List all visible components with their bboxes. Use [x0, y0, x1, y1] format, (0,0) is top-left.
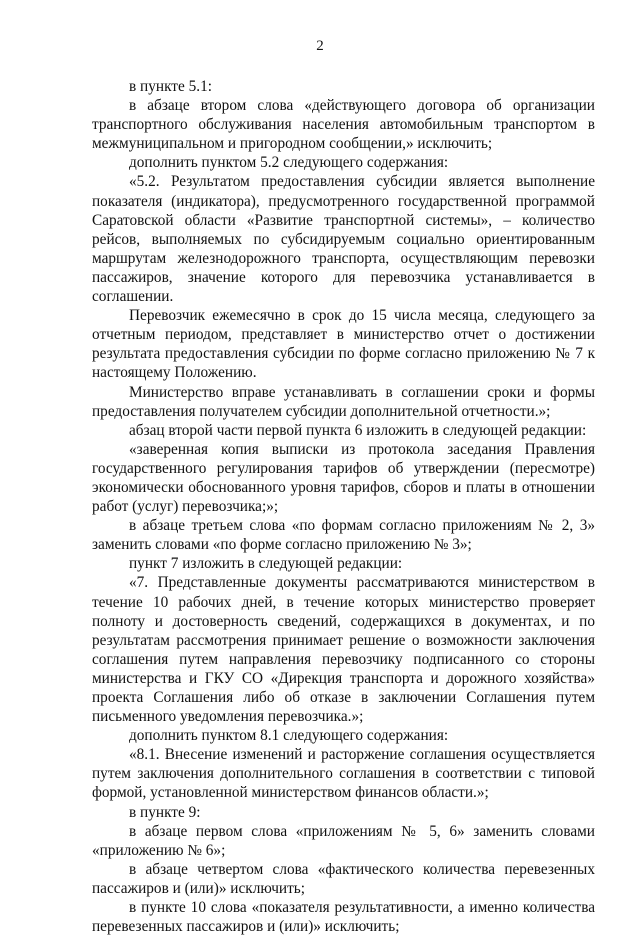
paragraph: в абзаце втором слова «действующего договора об организации транспортного обслуживания населения автомобильным транспортом в межмуниципальном и пригородном сообщении,» исключить; — [92, 97, 595, 153]
paragraph: в абзаце первом слова «приложениям № 5, 6» заменить словами «приложению № 6»; — [92, 822, 595, 859]
paragraph: «5.2. Результатом предоставления субсидии является выполнение показателя (индикатора), предусмотренного государственной программой Саратовской области «Развитие транспортной системы», – количество рейсов, выполняемых по субсидируемым социально ориентированным маршрутам железнодорожного транспорта, осуществляющим перевозки пассажиров, значение которого для перевозчика устанавливается в соглашении. — [92, 173, 595, 306]
page-number: 2 — [316, 38, 324, 54]
paragraph: Перевозчик ежемесячно в срок до 15 числа месяца, следующего за отчетным периодом, представляет в министерство отчет о достижении результата предоставления субсидии по форме согласно приложению № 7 к настоящему Положению. — [92, 307, 595, 382]
paragraph: дополнить пунктом 8.1 следующего содержания: — [129, 727, 449, 745]
paragraph: пункт 7 изложить в следующей редакции: — [129, 555, 403, 573]
document-body — [92, 77, 595, 936]
paragraph: в пункте 10 слова «показателя результативности, а именно количества перевезенных пассажиров и (или)» исключить; — [92, 899, 595, 936]
paragraph: в абзаце четвертом слова «фактического количества перевезенных пассажиров и (или)» исключить; — [92, 860, 595, 897]
paragraph: дополнить пунктом 5.2 следующего содержания: — [129, 154, 449, 172]
paragraph: в пункте 5.1: — [129, 78, 212, 95]
paragraph: «заверенная копия выписки из протокола заседания Правления государственного регулирования тарифов об утверждении (пересмотре) экономически обоснованного уровня тарифов, сборов и платы в отношении работ (услуг) перевозчика;»; — [92, 440, 595, 516]
paragraph: «8.1. Внесение изменений и расторжение соглашения осуществляется путем заключения дополнительного соглашения в соответствии с типовой формой, установленной министерством финансов области.»; — [92, 746, 595, 802]
paragraph: «7. Представленные документы рассматриваются министерством в течение 10 рабочих дней, в течение которых министерство проверяет полноту и достоверность сведений, содержащихся в документах, и по результатам рассмотрения принимает решение о возможности заключения соглашения путем направления перевозчику подписанного со стороны министерства и ГКУ СО «Дирекция транспорта и дорожного хозяйства» проекта Соглашения либо об отказе в заключении Соглашения путем письменного уведомления перевозчика.»; — [92, 574, 595, 726]
paragraph: абзац второй части первой пункта 6 изложить в следующей редакции: — [129, 421, 587, 439]
paragraph: в пункте 9: — [129, 803, 201, 821]
paragraph: Министерство вправе устанавливать в соглашении сроки и формы предоставления получателем субсидии дополнительной отчетности.»; — [92, 383, 595, 420]
paragraph: в абзаце третьем слова «по формам согласно приложениям № 2, 3» заменить словами «по форме согласно приложению № 3»; — [92, 517, 595, 554]
